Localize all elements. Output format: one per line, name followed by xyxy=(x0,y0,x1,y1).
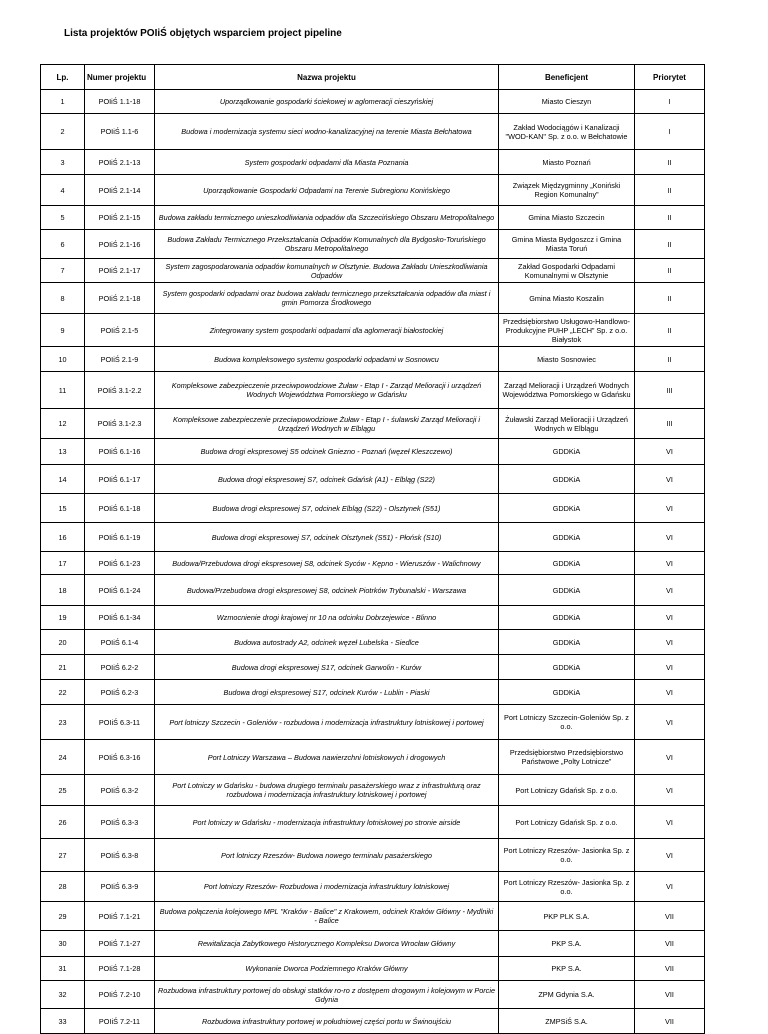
header-row xyxy=(41,65,705,90)
cell-name: Port lotniczy w Gdańsku - modernizacja infrastruktury lotniskowej po stronie airside xyxy=(155,806,499,839)
cell-priority: VII xyxy=(635,1009,705,1034)
table-row xyxy=(41,439,705,465)
cell-priority: I xyxy=(635,114,705,150)
cell-priority: VII xyxy=(635,902,705,931)
cell-number: POIiŚ 6.2-2 xyxy=(85,655,155,680)
cell-priority: VI xyxy=(635,439,705,465)
cell-priority: II xyxy=(635,283,705,314)
cell-beneficiary: GDDKiA xyxy=(499,606,635,630)
cell-number: POIiŚ 7.2-10 xyxy=(85,981,155,1009)
cell-priority: II xyxy=(635,175,705,206)
cell-lp: 5 xyxy=(41,206,85,230)
cell-priority: VI xyxy=(635,655,705,680)
cell-beneficiary: GDDKiA xyxy=(499,655,635,680)
table-row xyxy=(41,630,705,655)
table-row xyxy=(41,981,705,1009)
cell-lp: 32 xyxy=(41,981,85,1009)
cell-lp: 23 xyxy=(41,705,85,740)
cell-beneficiary: Przedsiębiorstwo Usługowo-Handlowo-Produkcyjne PUHP „LECH” Sp. z o.o. Białystok xyxy=(499,314,635,347)
cell-lp: 14 xyxy=(41,465,85,494)
cell-lp: 22 xyxy=(41,680,85,705)
cell-number: POIiŚ 6.1-16 xyxy=(85,439,155,465)
table-row xyxy=(41,465,705,494)
cell-beneficiary: Port Lotniczy Gdańsk Sp. z o.o. xyxy=(499,775,635,806)
cell-beneficiary: Gmina Miasta Bydgoszcz i Gmina Miasta Toruń xyxy=(499,230,635,259)
cell-lp: 1 xyxy=(41,90,85,114)
cell-number: POIiŚ 6.3-8 xyxy=(85,839,155,872)
cell-priority: II xyxy=(635,347,705,372)
cell-priority: VII xyxy=(635,931,705,957)
cell-beneficiary: Zakład Gospodarki Odpadami Komunalnymi w Olsztynie xyxy=(499,259,635,283)
cell-priority: VII xyxy=(635,957,705,981)
cell-name: Budowa/Przebudowa drogi ekspresowej S8, odcinek Piotrków Trybunalski - Warszawa xyxy=(155,575,499,606)
cell-lp: 31 xyxy=(41,957,85,981)
cell-beneficiary: GDDKiA xyxy=(499,494,635,523)
cell-priority: VI xyxy=(635,552,705,575)
cell-lp: 7 xyxy=(41,259,85,283)
cell-priority: VI xyxy=(635,606,705,630)
cell-name: Port Lotniczy w Gdańsku - budowa drugiego terminalu pasażerskiego wraz z infrastrukturą oraz rozbudowa i modernizacja infrastruktury lotniskowej i portowej xyxy=(155,775,499,806)
cell-name: Budowa drogi ekspresowej S7, odcinek Elbląg (S22) - Olsztynek (S51) xyxy=(155,494,499,523)
cell-lp: 24 xyxy=(41,740,85,775)
cell-number: POIiŚ 6.2-3 xyxy=(85,680,155,705)
cell-number: POIiŚ 6.1-19 xyxy=(85,523,155,552)
table-row xyxy=(41,347,705,372)
cell-name: Wzmocnienie drogi krajowej nr 10 na odcinku Dobrzejewice - Blinno xyxy=(155,606,499,630)
cell-name: Kompleksowe zabezpieczenie przeciwpowodziowe Żuław - Etap I - Zarząd Melioracji i urządzeń Wodnych Województwa Pomorskiego w Gdańsku xyxy=(155,372,499,409)
cell-priority: VI xyxy=(635,494,705,523)
table-row xyxy=(41,902,705,931)
cell-number: POIiŚ 1.1-18 xyxy=(85,90,155,114)
cell-name: Budowa drogi ekspresowej S7, odcinek Gdańsk (A1) - Elbląg (S22) xyxy=(155,465,499,494)
cell-lp: 29 xyxy=(41,902,85,931)
cell-priority: II xyxy=(635,314,705,347)
cell-lp: 3 xyxy=(41,150,85,175)
header-lp: Lp. xyxy=(41,65,85,90)
cell-priority: II xyxy=(635,259,705,283)
cell-priority: VI xyxy=(635,839,705,872)
cell-priority: VII xyxy=(635,981,705,1009)
cell-priority: VI xyxy=(635,775,705,806)
table-row xyxy=(41,680,705,705)
cell-lp: 27 xyxy=(41,839,85,872)
table-row xyxy=(41,957,705,981)
cell-number: POIiŚ 6.1-4 xyxy=(85,630,155,655)
cell-number: POIiŚ 6.3-2 xyxy=(85,775,155,806)
cell-name: Rozbudowa infrastruktury portowej w południowej części portu w Świnoujściu xyxy=(155,1009,499,1034)
cell-beneficiary: GDDKiA xyxy=(499,465,635,494)
cell-priority: VI xyxy=(635,523,705,552)
cell-beneficiary: PKP PLK S.A. xyxy=(499,902,635,931)
cell-beneficiary: Port Lotniczy Szczecin-Goleniów Sp. z o.o. xyxy=(499,705,635,740)
table-row xyxy=(41,409,705,439)
cell-name: Budowa/Przebudowa drogi ekspresowej S8, odcinek Syców - Kępno - Wieruszów - Walichnowy xyxy=(155,552,499,575)
cell-name: Budowa Zakładu Termicznego Przekształcania Odpadów Komunalnych dla Bydgosko-Toruńskiego Obszaru Metropolitalnego xyxy=(155,230,499,259)
cell-lp: 6 xyxy=(41,230,85,259)
cell-name: Budowa i modernizacja systemu sieci wodno-kanalizacyjnej na terenie Miasta Bełchatowa xyxy=(155,114,499,150)
table-row xyxy=(41,655,705,680)
cell-number: POIiŚ 2.1-15 xyxy=(85,206,155,230)
cell-priority: VI xyxy=(635,575,705,606)
cell-beneficiary: Żuławski Zarząd Melioracji i Urządzeń Wodnych w Elblągu xyxy=(499,409,635,439)
table-row xyxy=(41,114,705,150)
table-row xyxy=(41,90,705,114)
cell-lp: 4 xyxy=(41,175,85,206)
cell-number: POIiŚ 7.1-27 xyxy=(85,931,155,957)
table-row xyxy=(41,606,705,630)
header-priority: Priorytet xyxy=(635,65,705,90)
cell-beneficiary: ZMPSiŚ S.A. xyxy=(499,1009,635,1034)
cell-lp: 28 xyxy=(41,872,85,902)
cell-name: Kompleksowe zabezpieczenie przeciwpowodziowe Żuław - Etap I - śulawski Zarząd Melioracji i Urządzeń Wodnych w Elblągu xyxy=(155,409,499,439)
cell-priority: VI xyxy=(635,872,705,902)
cell-number: POIiŚ 6.1-23 xyxy=(85,552,155,575)
cell-name: Budowa kompleksowego systemu gospodarki odpadami w Sosnowcu xyxy=(155,347,499,372)
cell-name: Budowa drogi ekspresowej S5 odcinek Gniezno - Poznań (węzeł Kleszczewo) xyxy=(155,439,499,465)
cell-beneficiary: GDDKiA xyxy=(499,630,635,655)
cell-number: POIiŚ 7.2-11 xyxy=(85,1009,155,1034)
cell-lp: 9 xyxy=(41,314,85,347)
cell-name: Budowa połączenia kolejowego MPL "Kraków - Balice" z Krakowem, odcinek Kraków Główny - Mydlniki - Balice xyxy=(155,902,499,931)
cell-lp: 12 xyxy=(41,409,85,439)
cell-lp: 33 xyxy=(41,1009,85,1034)
cell-beneficiary: Zakład Wodociągów i Kanalizacji "WOD-KAN" Sp. z o.o. w Bełchatowie xyxy=(499,114,635,150)
table-row xyxy=(41,1009,705,1034)
cell-beneficiary: Miasto Sosnowiec xyxy=(499,347,635,372)
cell-lp: 2 xyxy=(41,114,85,150)
cell-lp: 11 xyxy=(41,372,85,409)
header-beneficiary: Beneficjent xyxy=(499,65,635,90)
cell-number: POIiŚ 6.1-18 xyxy=(85,494,155,523)
cell-number: POIiŚ 7.1-28 xyxy=(85,957,155,981)
cell-name: System gospodarki odpadami dla Miasta Poznania xyxy=(155,150,499,175)
table-row xyxy=(41,872,705,902)
cell-name: Rewitalizacja Zabytkowego Historycznego Kompleksu Dworca Wrocław Główny xyxy=(155,931,499,957)
cell-name: Port lotniczy Szczecin - Goleniów - rozbudowa i modernizacja infrastruktury lotniskowej i portowej xyxy=(155,705,499,740)
cell-beneficiary: Port Lotniczy Rzeszów- Jasionka Sp. z o.o. xyxy=(499,872,635,902)
cell-number: POIiŚ 2.1-18 xyxy=(85,283,155,314)
cell-priority: II xyxy=(635,150,705,175)
table-row xyxy=(41,931,705,957)
cell-name: Budowa autostrady A2, odcinek węzeł Lubelska - Siedlce xyxy=(155,630,499,655)
cell-number: POIiŚ 2.1-5 xyxy=(85,314,155,347)
cell-number: POIiŚ 6.3-9 xyxy=(85,872,155,902)
page-title: Lista projektów POIiŚ objętych wsparciem project pipeline xyxy=(64,28,342,39)
cell-number: POIiŚ 6.1-24 xyxy=(85,575,155,606)
cell-priority: VI xyxy=(635,465,705,494)
cell-priority: II xyxy=(635,230,705,259)
table-row xyxy=(41,230,705,259)
table-row xyxy=(41,259,705,283)
cell-number: POIiŚ 6.3-16 xyxy=(85,740,155,775)
cell-number: POIiŚ 6.1-34 xyxy=(85,606,155,630)
cell-beneficiary: Miasto Poznań xyxy=(499,150,635,175)
cell-beneficiary: PKP S.A. xyxy=(499,957,635,981)
header-number: Numer projektu xyxy=(85,65,155,90)
table-row xyxy=(41,839,705,872)
table-row xyxy=(41,494,705,523)
cell-beneficiary: Gmina Miasto Koszalin xyxy=(499,283,635,314)
cell-beneficiary: Przedsiębiorstwo Przedsiębiorstwo Państwowe „Polty Lotnicze” xyxy=(499,740,635,775)
cell-beneficiary: GDDKiA xyxy=(499,680,635,705)
cell-lp: 17 xyxy=(41,552,85,575)
cell-priority: III xyxy=(635,409,705,439)
cell-name: Port lotniczy Rzeszów- Budowa nowego terminalu pasażerskiego xyxy=(155,839,499,872)
cell-name: System zagospodarowania odpadów komunalnych w Olsztynie. Budowa Zakładu Unieszkodliwiania Odpadów xyxy=(155,259,499,283)
cell-lp: 30 xyxy=(41,931,85,957)
cell-name: Rozbudowa infrastruktury portowej do obsługi statków ro-ro z dostępem drogowym i kolejowym w Porcie Gdynia xyxy=(155,981,499,1009)
cell-priority: VI xyxy=(635,630,705,655)
cell-name: Budowa drogi ekspresowej S17, odcinek Kurów - Lublin - Piaski xyxy=(155,680,499,705)
cell-beneficiary: GDDKiA xyxy=(499,523,635,552)
cell-number: POIiŚ 2.1-14 xyxy=(85,175,155,206)
cell-lp: 19 xyxy=(41,606,85,630)
cell-beneficiary: ZPM Gdynia S.A. xyxy=(499,981,635,1009)
projects-table xyxy=(40,64,705,1034)
cell-number: POIiŚ 2.1-9 xyxy=(85,347,155,372)
cell-number: POIiŚ 6.3-3 xyxy=(85,806,155,839)
cell-name: System gospodarki odpadami oraz budowa zakładu termicznego przekształcania odpadów dla miast i gmin Pomorza Środkowego xyxy=(155,283,499,314)
cell-number: POIiŚ 2.1-17 xyxy=(85,259,155,283)
cell-beneficiary: Port Lotniczy Rzeszów- Jasionka Sp. z o.o. xyxy=(499,839,635,872)
cell-beneficiary: GDDKiA xyxy=(499,552,635,575)
cell-beneficiary: GDDKiA xyxy=(499,439,635,465)
cell-priority: II xyxy=(635,206,705,230)
table-body xyxy=(41,90,705,1034)
cell-priority: III xyxy=(635,372,705,409)
cell-beneficiary: GDDKiA xyxy=(499,575,635,606)
cell-lp: 13 xyxy=(41,439,85,465)
cell-lp: 25 xyxy=(41,775,85,806)
cell-number: POIiŚ 2.1-13 xyxy=(85,150,155,175)
cell-name: Zintegrowany system gospodarki odpadami dla aglomeracji białostockiej xyxy=(155,314,499,347)
table-row xyxy=(41,206,705,230)
table-row xyxy=(41,283,705,314)
cell-lp: 8 xyxy=(41,283,85,314)
cell-number: POIiŚ 6.3-11 xyxy=(85,705,155,740)
table-row xyxy=(41,552,705,575)
cell-lp: 20 xyxy=(41,630,85,655)
cell-name: Budowa drogi ekspresowej S7, odcinek Olsztynek (S51) - Płońsk (S10) xyxy=(155,523,499,552)
cell-lp: 21 xyxy=(41,655,85,680)
cell-priority: I xyxy=(635,90,705,114)
cell-priority: VI xyxy=(635,680,705,705)
cell-lp: 18 xyxy=(41,575,85,606)
table-row xyxy=(41,314,705,347)
cell-priority: VI xyxy=(635,806,705,839)
cell-lp: 26 xyxy=(41,806,85,839)
cell-beneficiary: Zarząd Melioracji i Urządzeń Wodnych Województwa Pomorskiego w Gdańsku xyxy=(499,372,635,409)
cell-number: POIiŚ 7.1-21 xyxy=(85,902,155,931)
table-row xyxy=(41,372,705,409)
cell-beneficiary: PKP S.A. xyxy=(499,931,635,957)
table-row xyxy=(41,705,705,740)
cell-priority: VI xyxy=(635,740,705,775)
cell-lp: 10 xyxy=(41,347,85,372)
header-name: Nazwa projektu xyxy=(155,65,499,90)
cell-name: Port Lotniczy Warszawa – Budowa nawierzchni lotniskowych i drogowych xyxy=(155,740,499,775)
cell-beneficiary: Port Lotniczy Gdańsk Sp. z o.o. xyxy=(499,806,635,839)
cell-priority: VI xyxy=(635,705,705,740)
cell-name: Uporządkowanie gospodarki ściekowej w aglomeracji cieszyńskiej xyxy=(155,90,499,114)
table-row xyxy=(41,150,705,175)
cell-lp: 15 xyxy=(41,494,85,523)
cell-beneficiary: Związek Międzygminny „Koniński Region Komunalny” xyxy=(499,175,635,206)
cell-number: POIiŚ 3.1-2.2 xyxy=(85,372,155,409)
table-row xyxy=(41,575,705,606)
cell-name: Budowa zakładu termicznego unieszkodliwiania odpadów dla Szczecińskiego Obszaru Metropolitalnego xyxy=(155,206,499,230)
cell-number: POIiŚ 3.1-2.3 xyxy=(85,409,155,439)
cell-name: Port lotniczy Rzeszów- Rozbudowa i modernizacja infrastruktury lotniskowej xyxy=(155,872,499,902)
table-row xyxy=(41,775,705,806)
table-row xyxy=(41,740,705,775)
table-row xyxy=(41,523,705,552)
cell-number: POIiŚ 2.1-16 xyxy=(85,230,155,259)
cell-name: Budowa drogi ekspresowej S17, odcinek Garwolin - Kurów xyxy=(155,655,499,680)
table-row xyxy=(41,806,705,839)
cell-name: Uporządkowanie Gospodarki Odpadami na Terenie Subregionu Konińskiego xyxy=(155,175,499,206)
table-row xyxy=(41,175,705,206)
cell-name: Wykonanie Dworca Podziemnego Kraków Główny xyxy=(155,957,499,981)
cell-number: POIiŚ 1.1-6 xyxy=(85,114,155,150)
cell-lp: 16 xyxy=(41,523,85,552)
cell-beneficiary: Miasto Cieszyn xyxy=(499,90,635,114)
cell-number: POIiŚ 6.1-17 xyxy=(85,465,155,494)
cell-beneficiary: Gmina Miasto Szczecin xyxy=(499,206,635,230)
